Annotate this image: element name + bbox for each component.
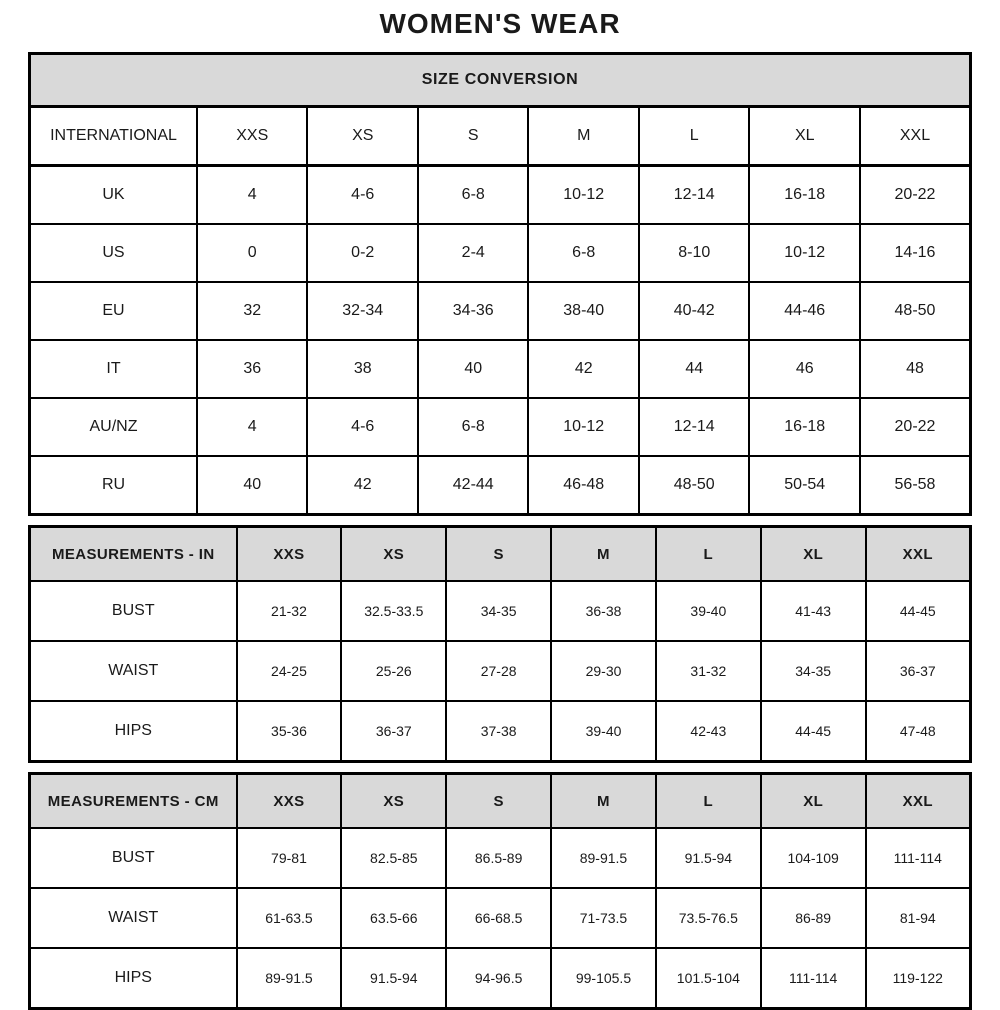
- row-label: US: [30, 224, 197, 282]
- table-cell: 10-12: [528, 166, 639, 225]
- table-cell: 39-40: [656, 581, 761, 641]
- table-cell: 44-45: [761, 701, 866, 762]
- table-cell: 44-46: [749, 282, 860, 340]
- column-header: XXS: [237, 527, 342, 582]
- column-header: S: [418, 107, 529, 166]
- column-header: XS: [341, 527, 446, 582]
- column-header: XXS: [197, 107, 308, 166]
- table-row: [30, 641, 971, 701]
- table-cell: 41-43: [761, 581, 866, 641]
- table-cell: 91.5-94: [656, 828, 761, 888]
- table-cell: 42: [528, 340, 639, 398]
- table-cell: 36-38: [551, 581, 656, 641]
- table-row: [30, 888, 971, 948]
- row-label: EU: [30, 282, 197, 340]
- table-cell: 4: [197, 166, 308, 225]
- column-header: XL: [761, 527, 866, 582]
- table-row: [30, 398, 971, 456]
- table-cell: 79-81: [237, 828, 342, 888]
- table-cell: 8-10: [639, 224, 750, 282]
- table-cell: 56-58: [860, 456, 971, 515]
- table-cell: 4-6: [307, 166, 418, 225]
- table-cell: 14-16: [860, 224, 971, 282]
- table-cell: 36: [197, 340, 308, 398]
- column-header-row: [30, 107, 971, 166]
- row-label: BUST: [30, 828, 237, 888]
- table-cell: 86-89: [761, 888, 866, 948]
- table-cell: 66-68.5: [446, 888, 551, 948]
- table-cell: 40: [418, 340, 529, 398]
- table-row: [30, 282, 971, 340]
- table-cell: 2-4: [418, 224, 529, 282]
- column-header: M: [551, 527, 656, 582]
- table-cell: 42: [307, 456, 418, 515]
- column-header: S: [446, 527, 551, 582]
- column-header: L: [639, 107, 750, 166]
- table-cell: 47-48: [866, 701, 971, 762]
- table-cell: 111-114: [761, 948, 866, 1009]
- table-cell: 42-43: [656, 701, 761, 762]
- row-label: AU/NZ: [30, 398, 197, 456]
- column-header: XXL: [866, 774, 971, 829]
- column-header: M: [528, 107, 639, 166]
- table-cell: 94-96.5: [446, 948, 551, 1009]
- table-cell: 0: [197, 224, 308, 282]
- column-header: XL: [761, 774, 866, 829]
- table-cell: 35-36: [237, 701, 342, 762]
- table-cell: 89-91.5: [237, 948, 342, 1009]
- table-cell: 4-6: [307, 398, 418, 456]
- measurements-cm-table-container: [0, 772, 1000, 1010]
- table-row: [30, 948, 971, 1009]
- table-cell: 32.5-33.5: [341, 581, 446, 641]
- table-cell: 48-50: [639, 456, 750, 515]
- column-header: XXL: [860, 107, 971, 166]
- table-cell: 89-91.5: [551, 828, 656, 888]
- table-cell: 48: [860, 340, 971, 398]
- table-cell: 16-18: [749, 166, 860, 225]
- table-title-row: [30, 54, 971, 107]
- table-cell: 4: [197, 398, 308, 456]
- column-header: XS: [341, 774, 446, 829]
- table-cell: 0-2: [307, 224, 418, 282]
- table-cell: 50-54: [749, 456, 860, 515]
- size-conversion-table: [28, 52, 972, 516]
- measurements-in-table: [28, 525, 972, 763]
- table-row: [30, 166, 971, 225]
- header-label: INTERNATIONAL: [30, 107, 197, 166]
- column-header: XL: [749, 107, 860, 166]
- table-cell: 6-8: [418, 166, 529, 225]
- table-cell: 31-32: [656, 641, 761, 701]
- table-cell: 32-34: [307, 282, 418, 340]
- table-cell: 20-22: [860, 398, 971, 456]
- table-cell: 86.5-89: [446, 828, 551, 888]
- table-cell: 12-14: [639, 166, 750, 225]
- row-label: BUST: [30, 581, 237, 641]
- table-cell: 73.5-76.5: [656, 888, 761, 948]
- table-cell: 12-14: [639, 398, 750, 456]
- table-cell: 46-48: [528, 456, 639, 515]
- header-label: MEASUREMENTS - CM: [30, 774, 237, 829]
- table-cell: 36-37: [866, 641, 971, 701]
- table-cell: 119-122: [866, 948, 971, 1009]
- table-cell: 6-8: [528, 224, 639, 282]
- table-cell: 37-38: [446, 701, 551, 762]
- table-cell: 82.5-85: [341, 828, 446, 888]
- row-label: HIPS: [30, 701, 237, 762]
- row-label: WAIST: [30, 888, 237, 948]
- table-cell: 34-36: [418, 282, 529, 340]
- row-label: UK: [30, 166, 197, 225]
- table-cell: 71-73.5: [551, 888, 656, 948]
- table-cell: 34-35: [761, 641, 866, 701]
- row-label: IT: [30, 340, 197, 398]
- table-cell: 46: [749, 340, 860, 398]
- table-cell: 40-42: [639, 282, 750, 340]
- column-header: XS: [307, 107, 418, 166]
- table-cell: 104-109: [761, 828, 866, 888]
- column-header: S: [446, 774, 551, 829]
- column-header-row: [30, 774, 971, 829]
- table-cell: 20-22: [860, 166, 971, 225]
- table-row: [30, 828, 971, 888]
- table-cell: 27-28: [446, 641, 551, 701]
- size-conversion-table-container: [0, 52, 1000, 516]
- table-cell: 101.5-104: [656, 948, 761, 1009]
- row-label: RU: [30, 456, 197, 515]
- table-cell: 44: [639, 340, 750, 398]
- measurements-cm-table: [28, 772, 972, 1010]
- table-cell: 32: [197, 282, 308, 340]
- table-row: [30, 701, 971, 762]
- table-cell: 6-8: [418, 398, 529, 456]
- table-cell: 10-12: [528, 398, 639, 456]
- table-cell: 38: [307, 340, 418, 398]
- table-cell: 21-32: [237, 581, 342, 641]
- table-cell: 10-12: [749, 224, 860, 282]
- page-title: WOMEN'S WEAR: [379, 8, 621, 39]
- table-cell: 63.5-66: [341, 888, 446, 948]
- table-row: [30, 581, 971, 641]
- table-cell: 36-37: [341, 701, 446, 762]
- table-cell: 39-40: [551, 701, 656, 762]
- table-cell: 38-40: [528, 282, 639, 340]
- table-cell: 25-26: [341, 641, 446, 701]
- table-title: SIZE CONVERSION: [30, 54, 971, 107]
- table-cell: 99-105.5: [551, 948, 656, 1009]
- column-header: L: [656, 527, 761, 582]
- table-cell: 91.5-94: [341, 948, 446, 1009]
- table-cell: 81-94: [866, 888, 971, 948]
- column-header: M: [551, 774, 656, 829]
- table-row: [30, 340, 971, 398]
- table-cell: 16-18: [749, 398, 860, 456]
- header-label: MEASUREMENTS - IN: [30, 527, 237, 582]
- table-cell: 44-45: [866, 581, 971, 641]
- table-cell: 24-25: [237, 641, 342, 701]
- measurements-in-table-container: [0, 525, 1000, 763]
- column-header: XXL: [866, 527, 971, 582]
- table-cell: 29-30: [551, 641, 656, 701]
- row-label: WAIST: [30, 641, 237, 701]
- table-cell: 111-114: [866, 828, 971, 888]
- column-header-row: [30, 527, 971, 582]
- table-row: [30, 224, 971, 282]
- column-header: L: [656, 774, 761, 829]
- table-cell: 34-35: [446, 581, 551, 641]
- table-cell: 61-63.5: [237, 888, 342, 948]
- table-cell: 40: [197, 456, 308, 515]
- table-cell: 42-44: [418, 456, 529, 515]
- column-header: XXS: [237, 774, 342, 829]
- row-label: HIPS: [30, 948, 237, 1009]
- table-row: [30, 456, 971, 515]
- table-cell: 48-50: [860, 282, 971, 340]
